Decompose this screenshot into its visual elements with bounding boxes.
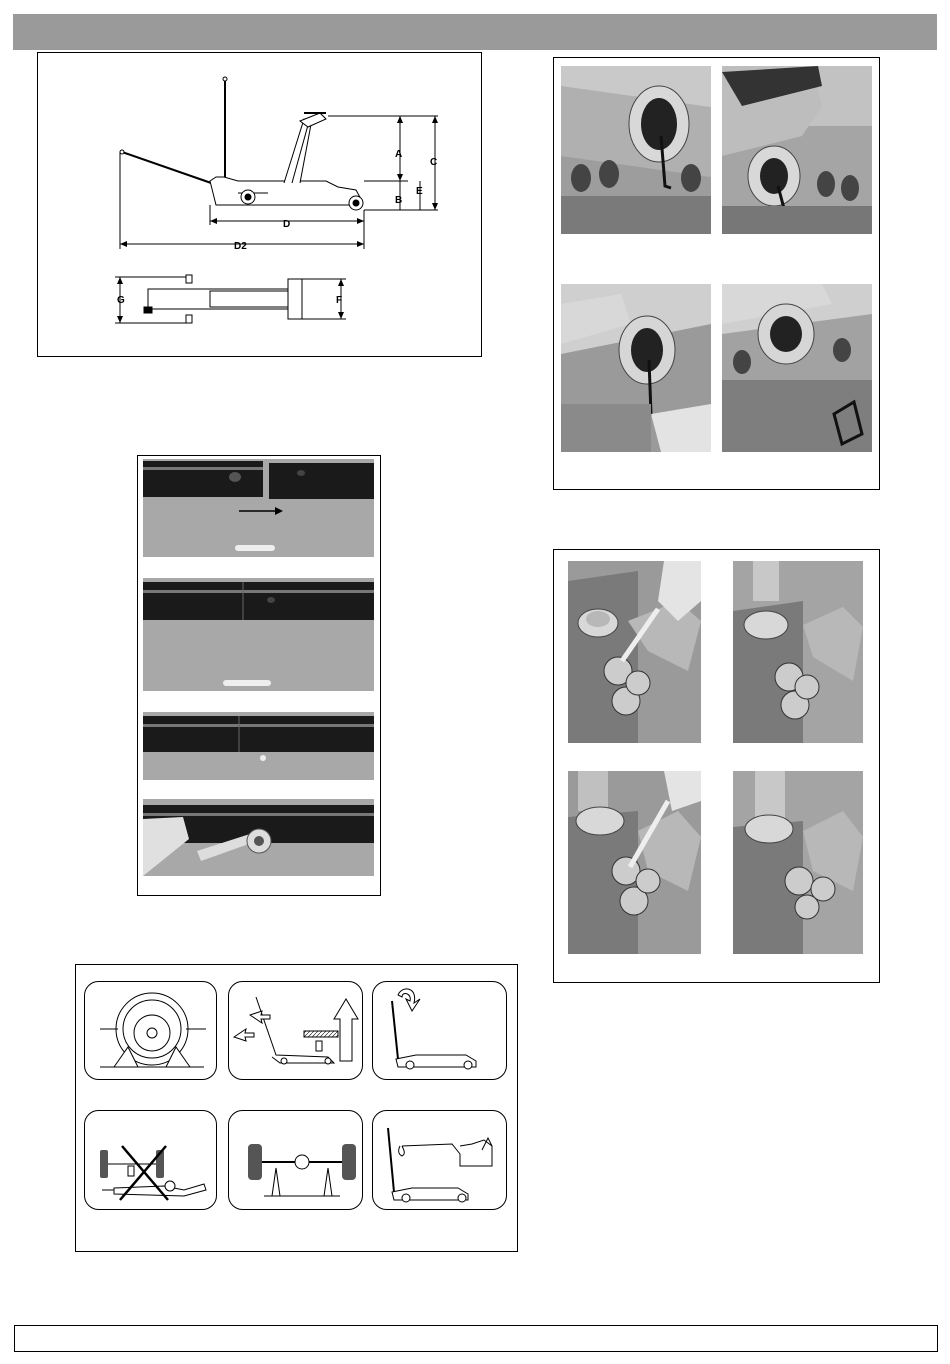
dim-label-d: D [283,219,291,230]
dim-label-a: A [395,149,403,160]
wheel-photo-3 [568,771,701,954]
spring-photo-3 [561,284,711,452]
dim-label-g: G [117,295,125,306]
wheel-photo-1 [568,561,701,743]
dim-label-c: C [430,157,438,168]
spring-photo-1 [561,66,711,234]
icon-oil-fill [372,1110,507,1210]
handle-photo-2 [143,578,374,691]
header-bar [13,14,937,50]
dim-label-f: F [336,295,343,306]
handle-photo-3 [143,712,374,780]
icon-axle-stands [228,1110,363,1210]
handle-photo-1 [143,459,374,557]
dimension-diagram-frame [37,52,482,357]
icon-release-valve [372,981,507,1080]
icon-lift-position [228,981,363,1080]
dim-label-e: E [416,186,423,197]
wheel-photo-2 [733,561,863,743]
footer-bar [14,1325,938,1352]
handle-photo-4 [143,799,374,876]
spring-photo-4 [722,284,872,452]
dim-label-d2: D2 [234,241,247,252]
spring-photo-2 [722,66,872,234]
wheel-photo-4 [733,771,863,954]
icon-wheel-chock [84,981,217,1080]
icon-no-under-vehicle [84,1110,217,1210]
jack-dimension-drawing [38,53,481,356]
dim-label-b: B [395,195,403,206]
arrow-right-icon [275,507,283,515]
